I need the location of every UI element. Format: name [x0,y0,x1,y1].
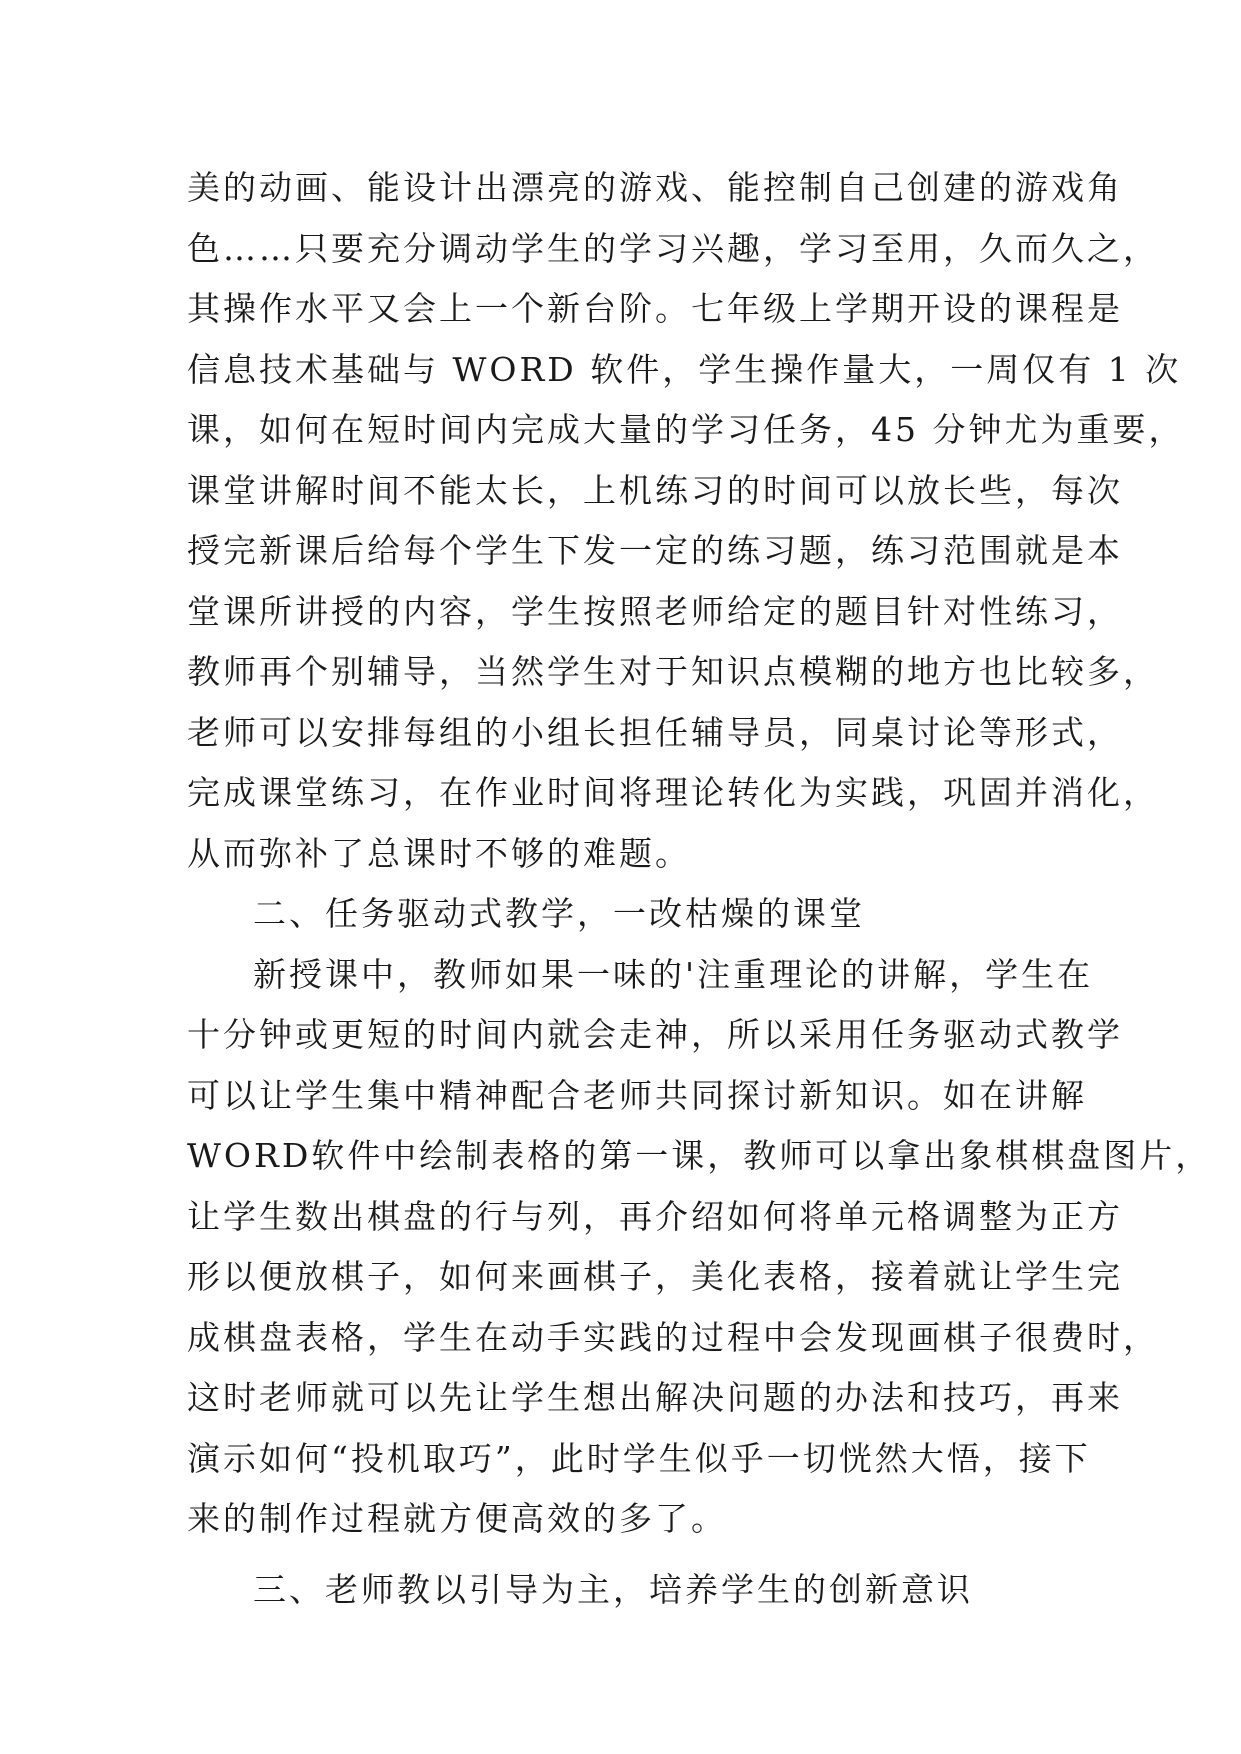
text-line: 课，如何在短时间内完成大量的学习任务，45 分钟尤为重要， [187,410,1185,449]
text-line: 其操作水平又会上一个新台阶。七年级上学期开设的课程是 [187,289,1123,328]
text-line: 美的动画、能设计出漂亮的游戏、能控制自己创建的游戏角 [187,168,1123,207]
section-heading-2 [187,884,1067,945]
text-line: 完成课堂练习，在作业时间将理论转化为实践，巩固并消化， [187,773,1159,812]
text-line: 堂课所讲授的内容，学生按照老师给定的题目针对性练习， [187,591,1123,631]
text-line: 形以便放棋子，如何来画棋子，美化表格，接着就让学生完 [187,1257,1123,1296]
paragraph-1 [187,158,1185,884]
text-line: 可以让学生集中精神配合老师共同探讨新知识。如在讲解 [187,1075,1087,1115]
text-line: 信息技术基础与 WORD 软件，学生操作量大，一周仅有 1 次 [187,349,1182,389]
text-line: 让学生数出棋盘的行与列，再介绍如何将单元格调整为正方 [187,1196,1123,1236]
heading-text: 二、任务驱动式教学，一改枯燥的课堂 [253,894,865,933]
text-line: WORD软件中绘制表格的第一课，教师可以拿出象棋棋盘图片， [187,1136,1212,1175]
document-body [187,158,1212,1620]
text-line: 从而弥补了总课时不够的难题。 [187,833,691,873]
text-line: 教师再个别辅导，当然学生对于知识点模糊的地方也比较多， [187,652,1159,691]
text-line: 演示如何“投机取巧”，此时学生似乎一切恍然大悟，接下 [187,1438,1091,1478]
text-line: 这时老师就可以先让学生想出解决问题的办法和技巧，再来 [187,1378,1123,1417]
section-heading-3 [187,1560,1067,1621]
heading-text: 三、老师教以引导为主，培养学生的创新意识 [253,1569,973,1609]
text-line: 授完新课后给每个学生下发一定的练习题，练习范围就是本 [187,531,1123,570]
paragraph-2 [187,945,1212,1550]
text-line: 新授课中，教师如果一味的'注重理论的讲解，学生在 [253,954,1094,994]
text-line: 十分钟或更短的时间内就会走神，所以采用任务驱动式教学 [187,1015,1123,1054]
text-line: 老师可以安排每组的小组长担任辅导员，同桌讨论等形式， [187,712,1123,752]
text-line: 来的制作过程就方便高效的多了。 [187,1499,727,1538]
text-line: 成棋盘表格，学生在动手实践的过程中会发现画棋子很费时， [187,1317,1159,1357]
text-line: 课堂讲解时间不能太长，上机练习的时间可以放长些，每次 [187,470,1123,510]
text-line: 色……只要充分调动学生的学习兴趣，学习至用，久而久之， [187,228,1159,268]
paragraph-spacer [187,1550,1067,1560]
